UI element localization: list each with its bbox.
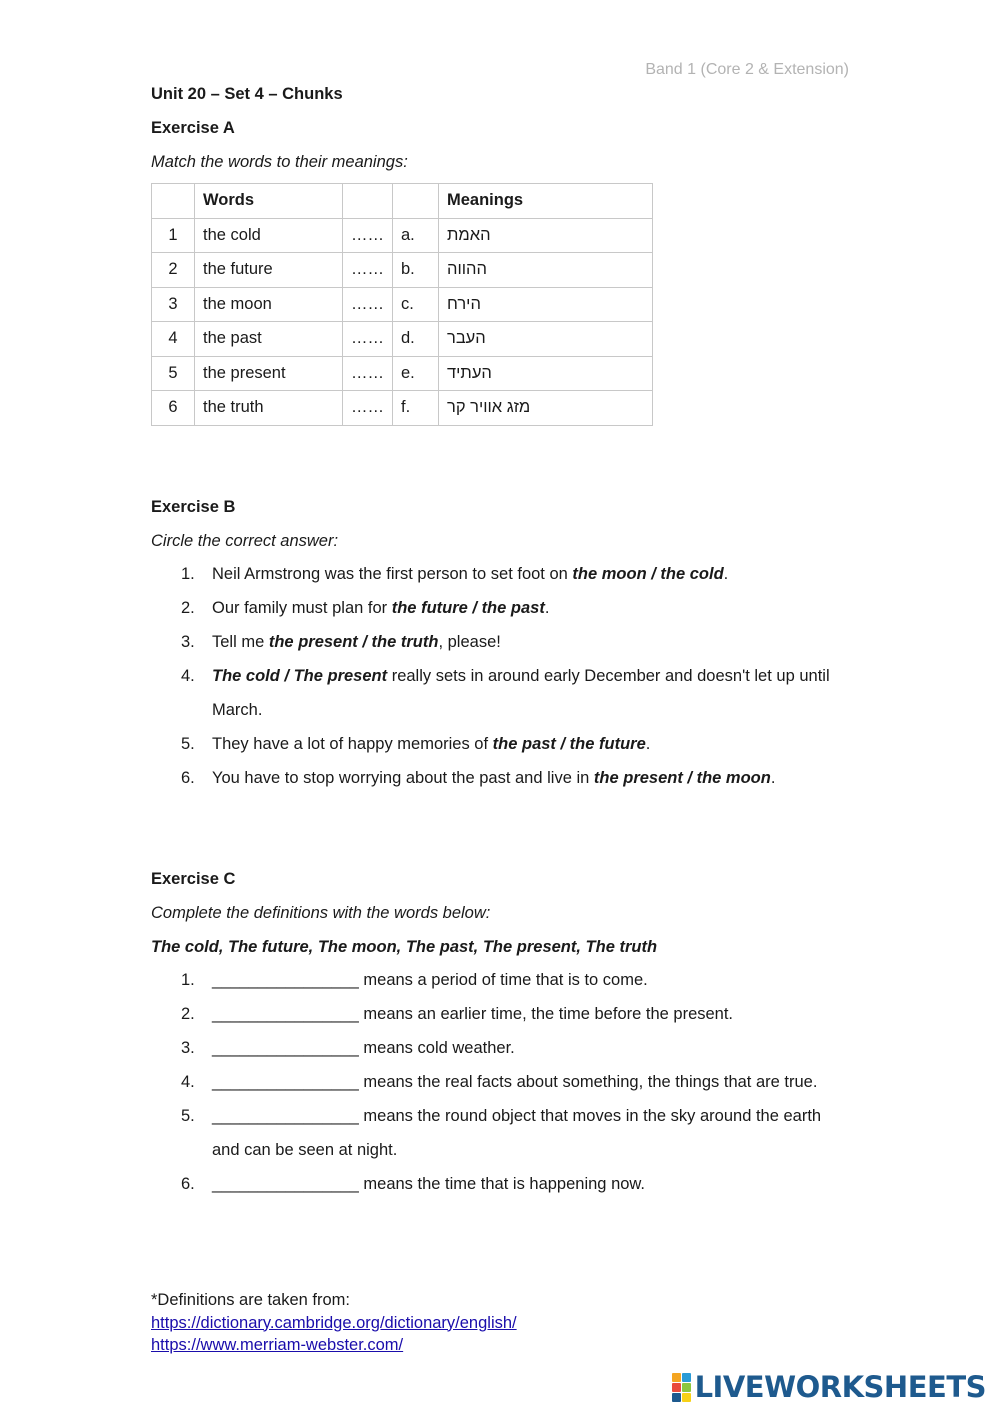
logo-square	[682, 1373, 691, 1382]
item-number: 5.	[181, 735, 195, 753]
logo-square	[672, 1393, 681, 1402]
exercise-b-list	[181, 557, 852, 795]
exercise-a-instruction: Match the words to their meanings:	[151, 153, 408, 171]
sources-note: *Definitions are taken from:	[151, 1291, 351, 1309]
logo-square	[672, 1373, 681, 1382]
item-number: 1.	[181, 971, 195, 989]
list-item	[181, 727, 852, 761]
row-word: the cold	[195, 218, 343, 253]
list-item	[181, 1065, 852, 1099]
row-number: 1	[152, 218, 195, 253]
logo-square	[682, 1393, 691, 1402]
item-text: really sets in around early December and doesn't let up until March.	[212, 667, 830, 719]
header-letter-cell	[393, 184, 439, 219]
answer-blank[interactable]: ________________	[212, 971, 359, 989]
row-meaning: הירח	[439, 287, 653, 322]
list-item	[181, 591, 852, 625]
header-meanings: Meanings	[439, 184, 653, 219]
item-text: .	[770, 769, 776, 787]
item-number: 3.	[181, 633, 195, 651]
table-row	[152, 391, 653, 426]
list-item	[181, 1031, 852, 1065]
row-number: 2	[152, 253, 195, 288]
row-word: the future	[195, 253, 343, 288]
item-text: means the round object that moves in the sky around the earth and can be seen at night.	[212, 1107, 822, 1159]
row-number: 3	[152, 287, 195, 322]
item-text: You have to stop worrying about the past and live in	[212, 769, 594, 787]
item-number: 4.	[181, 1073, 195, 1091]
row-number: 5	[152, 356, 195, 391]
answer-blank[interactable]: ……	[343, 322, 393, 357]
item-number: 3.	[181, 1039, 195, 1057]
item-text: means cold weather.	[358, 1039, 515, 1057]
answer-blank[interactable]: ________________	[212, 1107, 359, 1125]
row-meaning: מזג אוויר קר	[439, 391, 653, 426]
list-item	[181, 1099, 852, 1167]
exercise-c-heading: Exercise C	[151, 870, 236, 888]
row-meaning: העתיד	[439, 356, 653, 391]
exercise-b-instruction: Circle the correct answer:	[151, 532, 339, 550]
cambridge-link[interactable]: https://dictionary.cambridge.org/dictionary/english/	[151, 1313, 517, 1332]
logo-square	[672, 1383, 681, 1392]
exercise-a-heading: Exercise A	[151, 119, 235, 137]
row-letter: c.	[393, 287, 439, 322]
row-word: the present	[195, 356, 343, 391]
item-text: means a period of time that is to come.	[358, 971, 648, 989]
logo-mark-icon	[672, 1373, 691, 1402]
row-letter: b.	[393, 253, 439, 288]
answer-choice[interactable]: the present / the moon	[593, 769, 771, 787]
answer-choice[interactable]: the present / the truth	[268, 633, 439, 651]
answer-blank[interactable]: ……	[343, 287, 393, 322]
logo-square	[682, 1383, 691, 1392]
row-letter: e.	[393, 356, 439, 391]
list-item	[181, 1167, 852, 1201]
matching-table	[151, 183, 653, 426]
answer-choice[interactable]: the future / the past	[391, 599, 545, 617]
exercise-b-heading: Exercise B	[151, 498, 236, 516]
item-text: means an earlier time, the time before the present.	[358, 1005, 734, 1023]
answer-blank[interactable]: ……	[343, 253, 393, 288]
answer-blank[interactable]: ……	[343, 218, 393, 253]
item-text: They have a lot of happy memories of	[212, 735, 493, 753]
liveworksheets-logo[interactable]	[672, 1370, 986, 1404]
item-text: means the time that is happening now.	[358, 1175, 646, 1193]
page-title: Unit 20 – Set 4 – Chunks	[151, 85, 343, 103]
row-word: the truth	[195, 391, 343, 426]
exercise-c-list	[181, 963, 852, 1201]
answer-choice[interactable]: the past / the future	[492, 735, 646, 753]
row-meaning: האמת	[439, 218, 653, 253]
item-text: Our family must plan for	[212, 599, 392, 617]
table-row	[152, 218, 653, 253]
item-text: Neil Armstrong was the first person to set foot on	[212, 565, 573, 583]
exercise-c-instruction: Complete the definitions with the words below:	[151, 904, 491, 922]
row-word: the moon	[195, 287, 343, 322]
row-number: 4	[152, 322, 195, 357]
row-letter: a.	[393, 218, 439, 253]
merriam-webster-link[interactable]: https://www.merriam-webster.com/	[151, 1336, 404, 1354]
answer-blank[interactable]: ……	[343, 391, 393, 426]
item-number: 2.	[181, 1005, 195, 1023]
item-number: 1.	[181, 565, 195, 583]
row-word: the past	[195, 322, 343, 357]
answer-blank[interactable]: ________________	[212, 1039, 359, 1057]
band-label: Band 1 (Core 2 & Extension)	[645, 61, 849, 78]
item-text: .	[544, 599, 550, 617]
list-item	[181, 557, 852, 591]
list-item	[181, 963, 852, 997]
answer-blank[interactable]: ……	[343, 356, 393, 391]
answer-blank[interactable]: ________________	[212, 1073, 359, 1091]
row-meaning: ההווה	[439, 253, 653, 288]
answer-blank[interactable]: ________________	[212, 1005, 359, 1023]
item-text: .	[645, 735, 651, 753]
logo-text: LIVEWORKSHEETS	[694, 1370, 986, 1404]
table-header-row	[152, 184, 653, 219]
item-number: 4.	[181, 667, 195, 685]
item-number: 2.	[181, 599, 195, 617]
item-text: , please!	[438, 633, 501, 651]
item-text: .	[723, 565, 729, 583]
header-num-cell	[152, 184, 195, 219]
list-item	[181, 997, 852, 1031]
item-text: means the real facts about something, the things that are true.	[358, 1073, 818, 1091]
row-number: 6	[152, 391, 195, 426]
table-row	[152, 287, 653, 322]
row-meaning: העבר	[439, 322, 653, 357]
list-item	[181, 625, 852, 659]
item-number: 5.	[181, 1107, 195, 1125]
list-item	[181, 761, 852, 795]
header-words: Words	[195, 184, 343, 219]
item-number: 6.	[181, 769, 195, 787]
answer-choice[interactable]: The cold / The present	[212, 667, 388, 685]
sources-footer	[151, 1289, 517, 1357]
item-number: 6.	[181, 1175, 195, 1193]
table-row	[152, 253, 653, 288]
row-letter: f.	[393, 391, 439, 426]
answer-choice[interactable]: the moon / the cold	[572, 565, 724, 583]
word-bank: The cold, The future, The moon, The past, The present, The truth	[151, 938, 658, 956]
header-dots-cell	[343, 184, 393, 219]
table-row	[152, 322, 653, 357]
answer-blank[interactable]: ________________	[212, 1175, 359, 1193]
table-row	[152, 356, 653, 391]
item-text: Tell me	[212, 633, 269, 651]
row-letter: d.	[393, 322, 439, 357]
list-item	[181, 659, 852, 727]
